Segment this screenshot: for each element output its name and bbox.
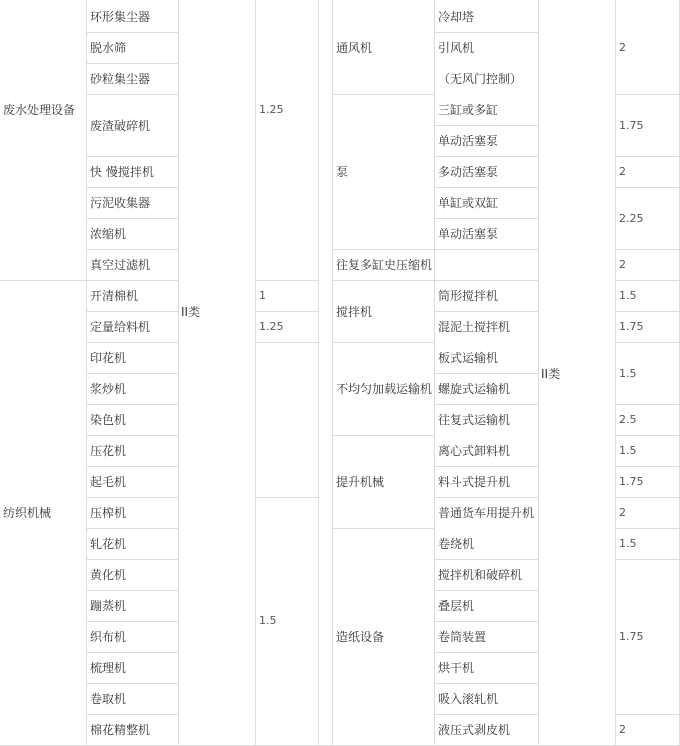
factor-value: 2 (619, 258, 626, 271)
class-label: II类 (541, 367, 561, 381)
list-item: 螺旋式运输机 (438, 382, 511, 396)
factor-value: 1.75 (619, 118, 644, 132)
factor-value: 1.5 (619, 289, 637, 302)
table-row: 浓缩机 (90, 227, 127, 241)
factor-value: 1 (259, 289, 266, 302)
factor-value: 2.5 (619, 413, 637, 426)
factor-value: 2 (619, 506, 626, 519)
group-label-wastewater: 废水处理设备 (3, 103, 76, 117)
table-row: 污泥收集器 (90, 196, 151, 210)
table-row: 脱水筛 (90, 41, 127, 55)
list-item: 冷却塔 (438, 10, 475, 24)
list-item: 液压式剥皮机 (438, 723, 511, 737)
group-label-fan: 通风机 (336, 41, 373, 55)
group-label-conveyor: 不均匀加载运输机 (336, 382, 433, 396)
table-row: 快 慢搅拌机 (90, 165, 154, 179)
list-item: 叠层机 (438, 599, 475, 613)
table-row: 棉花精整机 (90, 723, 151, 737)
table-row: 蹦蒸机 (90, 599, 127, 613)
table-row: 废渣破碎机 (90, 118, 151, 133)
group-label-paper: 造纸设备 (336, 630, 385, 644)
list-item: 烘干机 (438, 661, 475, 675)
list-item: 混泥土搅拌机 (438, 320, 511, 334)
factor-value: 1.25 (259, 103, 284, 116)
factor-value: 1.5 (619, 537, 637, 550)
list-item: 引风机 (438, 41, 475, 55)
group-label-elevator: 提升机械 (336, 475, 385, 489)
group-label-compressor: 往复多缸史压缩机 (336, 258, 433, 272)
table-row: 开清棉机 (90, 289, 139, 303)
list-item: 卷筒装置 (438, 630, 487, 644)
factor-value: 2 (619, 723, 626, 736)
table-row: 压花机 (90, 444, 127, 458)
list-item: 料斗式提升机 (438, 475, 511, 489)
factor-value: 2 (619, 41, 626, 54)
list-item: 筒形搅拌机 (438, 289, 499, 303)
factor-value: 1.25 (259, 320, 284, 333)
list-item: （无风门控制） (438, 72, 523, 86)
class-label: II类 (181, 305, 201, 319)
group-label-mixer: 搅拌机 (336, 305, 373, 319)
table-row: 印花机 (90, 351, 127, 365)
factor-value: 1.5 (259, 614, 277, 627)
list-item: 卷绕机 (438, 537, 475, 551)
table-row: 真空过滤机 (90, 258, 151, 272)
table-row: 起毛机 (90, 475, 127, 489)
list-item: 板式运输机 (438, 351, 499, 365)
list-item: 普通货车用提升机 (438, 506, 535, 520)
list-item: 单缸或双缸 (438, 196, 499, 210)
group-label-textile: 纺织机械 (3, 506, 52, 520)
list-item: 吸入滚轧机 (438, 692, 499, 706)
table-row: 卷取机 (90, 692, 127, 706)
factor-value: 2.25 (619, 211, 644, 225)
list-item: 单动活塞泵 (438, 227, 499, 241)
list-item: 离心式卸料机 (438, 444, 511, 458)
table-row: 轧花机 (90, 537, 127, 551)
factor-value: 1.5 (619, 366, 637, 380)
factor-value: 1.75 (619, 475, 644, 488)
factor-value: 2 (619, 165, 626, 178)
factor-value: 1.5 (619, 444, 637, 457)
list-item: 往复式运输机 (438, 413, 511, 427)
table-row: 浆炒机 (90, 382, 127, 396)
list-item: 搅拌机和破碎机 (438, 568, 523, 582)
table-row: 环形集尘器 (90, 10, 151, 24)
group-label-pump: 泵 (336, 165, 349, 179)
table-row: 黄化机 (90, 568, 127, 582)
factor-value: 1.75 (619, 630, 644, 643)
table-row: 砂粒集尘器 (90, 72, 151, 86)
table-row: 定量给料机 (90, 320, 151, 334)
table-row: 织布机 (90, 630, 127, 644)
table-row: 染色机 (90, 413, 127, 427)
table-row: 压榨机 (90, 506, 127, 520)
table-row: 梳理机 (90, 661, 127, 675)
list-item: 单动活塞泵 (438, 134, 499, 148)
factor-value: 1.75 (619, 320, 644, 333)
list-item: 多动活塞泵 (438, 165, 499, 179)
list-item: 三缸或多缸 (438, 103, 499, 117)
